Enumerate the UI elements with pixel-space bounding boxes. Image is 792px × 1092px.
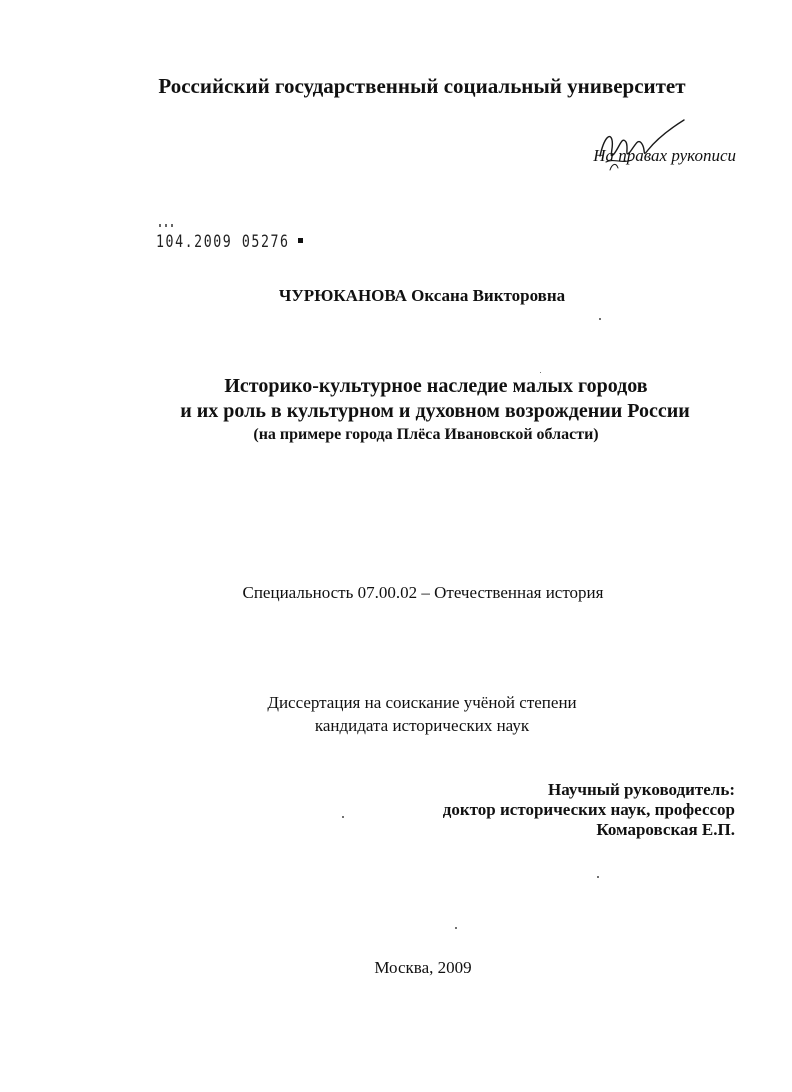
- scan-speck: [599, 318, 601, 320]
- dissertation-line-2: кандидата исторических наук: [314, 716, 530, 735]
- author-name: ЧУРЮКАНОВА Оксана Викторовна: [278, 286, 566, 305]
- scan-speck: [540, 372, 541, 373]
- dissertation-line-1: Диссертация на соискание учёной степени: [267, 693, 577, 712]
- manuscript-note: На правах рукописи: [593, 146, 736, 165]
- scan-speck: [455, 927, 457, 929]
- university-name: Российский государственный социальный университет: [158, 74, 686, 98]
- supervisor-name: Комаровская Е.П.: [596, 820, 735, 839]
- registration-number: 104.2009 05276: [156, 232, 290, 252]
- scan-speck: [342, 816, 344, 818]
- tick-marks-icon: [158, 224, 178, 230]
- supervisor-label: Научный руководитель:: [548, 780, 735, 799]
- title-line-2: и их роль в культурном и духовном возрождении России: [180, 400, 690, 422]
- title-line-1: Историко-культурное наследие малых городов: [224, 375, 648, 397]
- city-year: Москва, 2009: [374, 958, 472, 977]
- registration-mark-icon: [298, 238, 303, 243]
- scan-speck: [597, 876, 599, 878]
- specialty: Специальность 07.00.02 – Отечественная история: [242, 583, 604, 602]
- title-subtitle: (на примере города Плёса Ивановской области): [253, 426, 599, 443]
- supervisor-degree: доктор исторических наук, профессор: [442, 800, 735, 819]
